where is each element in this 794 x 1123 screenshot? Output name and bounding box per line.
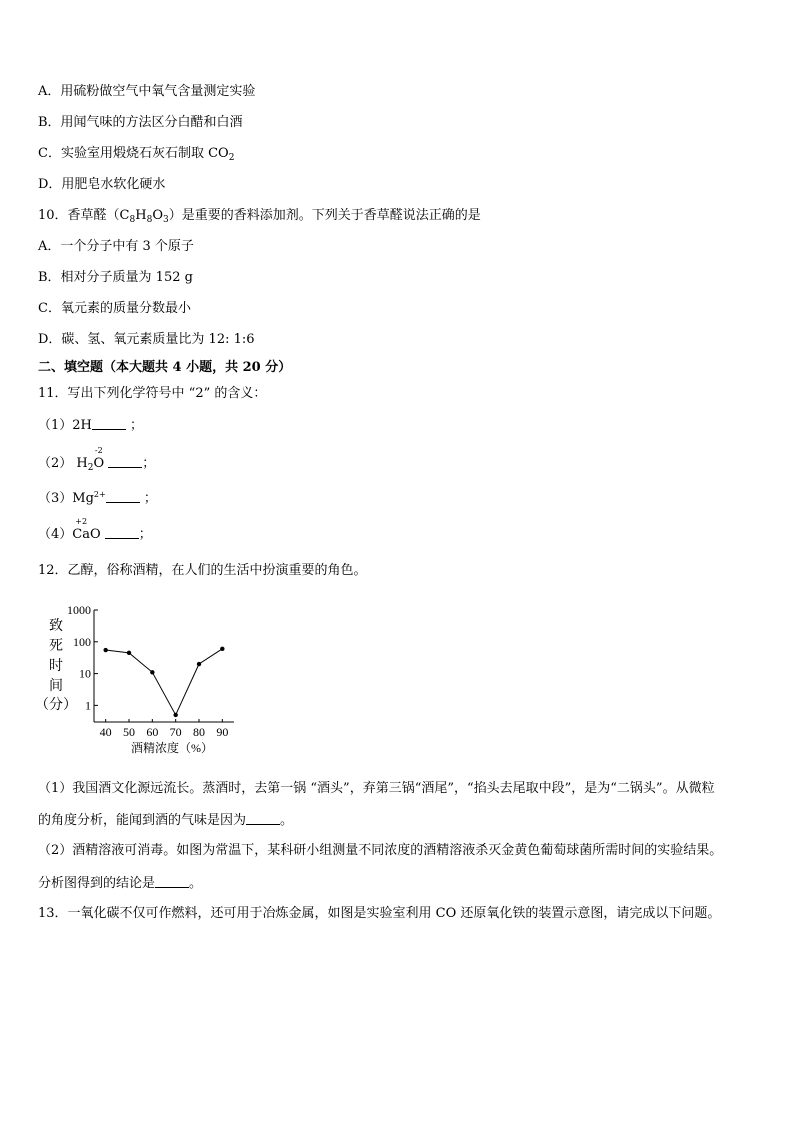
y-label-char: 致: [49, 619, 63, 634]
q10-option-b-text: B．相对分子质量为 152 g: [38, 270, 193, 285]
formula-sub-o: 3: [162, 215, 169, 225]
charge-label: +2: [75, 517, 88, 526]
q11-item-3: [38, 490, 157, 507]
answer-blank[interactable]: [246, 812, 280, 825]
q11-item-3-label: （3）Mg: [38, 491, 94, 506]
q12-part1-line1: （1）我国酒文化源远流长。蒸酒时，去第一锅 “酒头”，弃第三锅“酒尾”，“掐头去尾取中段”，是为“二锅头”。从微粒: [38, 781, 715, 796]
answer-blank[interactable]: [92, 417, 126, 430]
q9-option-d-text: D．用肥皂水软化硬水: [38, 177, 166, 192]
q9-option-c: [38, 146, 234, 162]
q10-option-a-text: A．一个分子中有 3 个原子: [38, 239, 194, 254]
q9-option-c-text: C．实验室用煅烧石灰石制取 CO: [38, 146, 229, 161]
atom-o: O: [89, 527, 101, 542]
formula-o: O: [152, 208, 163, 223]
atom-o: O: [93, 456, 105, 471]
ca-with-charge: [72, 517, 90, 543]
q10-option-d-text: D．碳、氢、氧元素质量比为 12: 1:6: [38, 332, 255, 347]
x-tick-label: 50: [123, 725, 135, 739]
q11-item-2-label: （2） H: [38, 456, 88, 471]
q11-item-4: [38, 517, 152, 543]
data-point: [127, 651, 131, 655]
co2-subscript: 2: [228, 153, 235, 163]
q11-item-1: [38, 417, 143, 434]
q10-stem: [38, 208, 481, 224]
q10-option-c-text: C．氧元素的质量分数最小: [38, 301, 191, 316]
q9-option-b-text: B．用闻气味的方法区分白醋和白酒: [38, 115, 243, 130]
q11-item-1-label: （1）2H: [38, 418, 92, 433]
q11-item-4-label: （4）: [38, 527, 73, 542]
q12-part2-line1: （2）酒精溶液可消毒。如图为常温下，某科研小组测量不同浓度的酒精溶液杀灭金黄色葡萄球菌所需时间的实验结果。: [38, 843, 723, 858]
q10-option-c: [38, 301, 191, 317]
data-point: [173, 713, 177, 717]
y-tick-label: 1: [85, 698, 91, 713]
data-point: [150, 670, 154, 674]
q9-option-d: [38, 177, 165, 193]
x-tick-label: 40: [99, 725, 112, 739]
y-tick-label: 10: [79, 666, 91, 681]
q12-part1-line2: [38, 812, 293, 829]
q10-stem-post: ）是重要的香料添加剂。下列关于香草醛说法正确的是: [168, 208, 481, 223]
q12-part2-line2: [38, 875, 202, 892]
formula-sub-h: 8: [146, 215, 153, 225]
formula-sub-c: 8: [129, 215, 136, 225]
answer-blank[interactable]: [155, 875, 189, 888]
y-tick-label: 1000: [67, 603, 91, 617]
q10-option-a: [38, 239, 194, 255]
data-point: [220, 647, 224, 651]
q13-stem: 13．一氧化碳不仅可作燃料，还可用于冶炼金属，如图是实验室利用 CO 还原氧化铁的装置示意图，请完成以下问题。: [38, 906, 721, 921]
formula-h: H: [135, 208, 147, 223]
charge-label: -2: [94, 446, 103, 455]
semicolon: ；: [143, 491, 157, 506]
period: 。: [280, 813, 294, 828]
q9-option-a: [38, 84, 255, 100]
data-point: [103, 648, 107, 652]
q12-stem: 12．乙醇，俗称酒精，在人们的生活中扮演重要的角色。: [38, 563, 367, 578]
q11-item-2: [38, 446, 156, 473]
q10-option-d: [38, 332, 255, 348]
q9-option-a-text: A．用硫粉做空气中氧气含量测定实验: [38, 84, 256, 99]
line-chart: [30, 598, 260, 760]
x-tick-label: 90: [216, 725, 229, 739]
answer-blank[interactable]: [108, 455, 142, 468]
answer-blank[interactable]: [105, 526, 139, 539]
semicolon: ；: [142, 456, 156, 471]
data-point: [197, 662, 201, 666]
y-label-char: 死: [49, 639, 63, 654]
y-axis-label: [35, 618, 77, 713]
mg-charge: 2+: [93, 490, 106, 499]
h2o-subscript: 2: [87, 463, 94, 473]
q9-option-b: [38, 115, 243, 131]
q12-part1-text: 的角度分析，能闻到酒的气味是因为: [38, 813, 247, 828]
o-with-charge: [93, 446, 105, 472]
x-tick-label: 80: [193, 725, 205, 739]
section-heading: 二、填空题（本大题共 4 小题，共 20 分）: [38, 360, 292, 375]
series-line: [106, 649, 223, 715]
q12-part2-text: 分析图得到的结论是: [38, 876, 156, 891]
q10-stem-pre: 10．香草醛（C: [38, 208, 130, 223]
q10-option-b: [38, 270, 193, 286]
x-axis-label: 酒精浓度（%）: [131, 741, 213, 755]
y-ticks: [67, 603, 98, 712]
q11-stem: 11．写出下列化学符号中 “2” 的含义：: [38, 386, 267, 401]
x-tick-label: 70: [169, 725, 182, 739]
y-label-char: （分）: [35, 698, 77, 713]
y-label-char: 间: [49, 679, 63, 694]
atom-ca: Ca: [72, 527, 90, 542]
period: 。: [189, 876, 203, 891]
x-tick-label: 60: [146, 725, 159, 739]
semicolon: ；: [130, 418, 144, 433]
semicolon: ；: [138, 527, 152, 542]
y-label-char: 时: [49, 659, 63, 674]
series-points: [103, 647, 224, 718]
answer-blank[interactable]: [106, 490, 140, 503]
y-tick-label: 100: [73, 634, 91, 649]
